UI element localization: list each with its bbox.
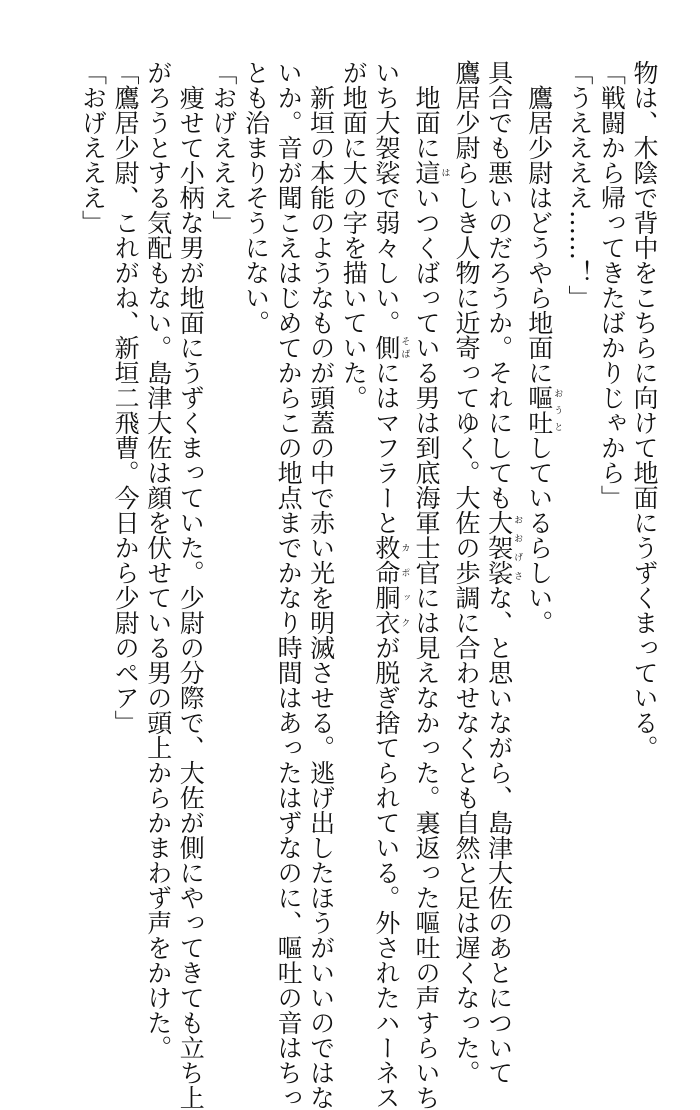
text-segment: が脱ぎ捨てられている。外されたハーネス	[371, 635, 401, 1110]
text-segment: しているらしい。	[524, 435, 554, 635]
vertical-text-body	[76, 60, 660, 1110]
text-segment: いち大袈裟で弱々しい。	[371, 60, 401, 335]
text-line	[409, 60, 450, 1110]
text-line: 物は、木陰で背中をこちらに向けて地面にうずくまっている。	[630, 60, 659, 760]
ruby-word	[524, 385, 563, 435]
ruby-base: 大袈裟	[484, 510, 514, 585]
ruby-base: 救命胴衣	[371, 535, 401, 635]
text-segment: 鷹居少尉はどうやら地面に	[524, 60, 554, 385]
text-line: 「うええええ……！」	[564, 60, 594, 310]
text-segment: 具合でも悪いのだろうか。それにしても	[484, 60, 514, 510]
text-line: 鷹居少尉らしき人物に近寄ってゆく。大佐の歩調に合わせなくとも自然と足は遅くなった。	[452, 60, 482, 1085]
text-line: 「戦闘から帰ってきたばかりじゃから」	[597, 60, 627, 510]
text-line: 「おげえええ」	[78, 60, 108, 235]
text-line: 「おげえええ」	[208, 60, 238, 235]
text-line: がろうとする気配もない。島津大佐は顔を伏せている男の頭上からかまわず声をかけた。	[143, 60, 173, 1060]
text-segment: にはマフラーと	[371, 360, 401, 535]
text-line: が地面に大の字を描いていた。	[339, 60, 369, 410]
text-line: 「鷹居少尉、これがね、新垣二飛曹。今日から少尉のペア」	[111, 60, 141, 735]
ruby-reading: おおげさ	[512, 510, 523, 585]
ruby-word	[411, 160, 450, 185]
text-line: とも治まりそうにない。	[241, 60, 271, 335]
text-segment: 地面に	[411, 60, 441, 160]
ruby-base: 側	[371, 335, 401, 360]
ruby-reading: は	[439, 160, 450, 185]
text-line	[522, 60, 562, 965]
text-segment: な、と思いながら、島津大佐のあとについて	[484, 585, 514, 1085]
text-line	[482, 60, 523, 1085]
text-segment: いつくばっている男は到底海軍士官には見えなかった。裏返った嘔吐の声すらいち	[411, 185, 441, 1110]
text-line	[369, 60, 410, 1110]
ruby-reading: おうと	[552, 385, 563, 435]
ruby-word	[484, 510, 523, 585]
text-line: いか。音が聞こえはじめてからこの地点までかなり時間はあったはずなのに、嘔吐の音はちっ	[274, 60, 304, 1110]
text-line: 痩せて小柄な男が地面にうずくまっていた。少尉の分際で、大佐が側にやってきても立ち上	[176, 60, 206, 1110]
ruby-base: 這	[411, 160, 441, 185]
ruby-word	[371, 335, 410, 360]
ruby-word	[371, 535, 410, 635]
ruby-reading: カポック	[399, 535, 410, 635]
text-line: 新垣の本能のようなものが頭蓋の中で赤い光を明滅させる。逃げ出したほうがいいのではな	[306, 60, 336, 1110]
ruby-reading: そば	[399, 335, 410, 360]
ruby-base: 嘔吐	[524, 385, 554, 435]
